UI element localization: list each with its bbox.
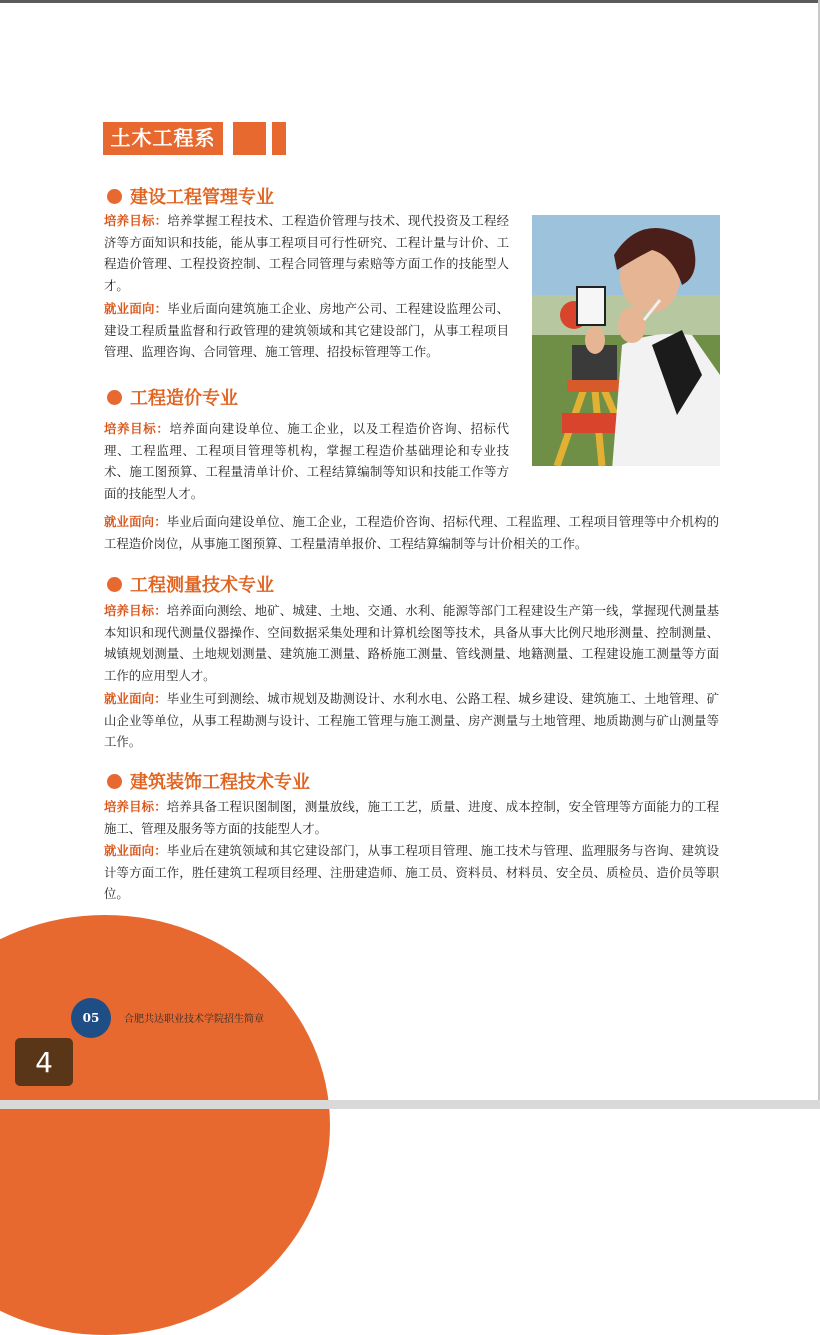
job-text: 毕业后面向建设单位、施工企业，工程造价咨询、招标代理、工程监理、工程项目管理等中介机构的工程造价岗位，从事施工图预算、工程量清单报价、工程结算编制等与计价相关的工作。 bbox=[104, 514, 720, 551]
major-title-decoration: 建筑装饰工程技术专业 bbox=[107, 767, 310, 795]
major-title-construction-management: 建设工程管理专业 bbox=[107, 182, 274, 210]
department-decor-block bbox=[233, 122, 266, 155]
goal-label: 培养目标： bbox=[104, 799, 167, 814]
job-text: 毕业后在建筑领域和其它建设部门，从事工程项目管理、施工技术与管理、监理服务与咨询、建筑设计等方面工作，胜任建筑工程项目经理、注册建造师、施工员、资料员、材料员、安全员、质检员、造价员等职位。 bbox=[104, 843, 720, 901]
bullet-dot-icon bbox=[107, 774, 122, 789]
goal-text: 培养面向建设单位、施工企业，以及工程造价咨询、招标代理、工程监理、工程项目管理等机构，掌握工程造价基础理论和专业技术、施工图预算、工程量清单计价、工程结算编制等知识和技能工作等方面的技能型人才。 bbox=[104, 421, 510, 501]
major-goal-paragraph bbox=[104, 600, 719, 686]
footer-school-name: 合肥共达职业技术学院招生简章 bbox=[124, 1014, 264, 1025]
department-decor-block-small bbox=[272, 122, 286, 155]
major-title-cost-engineering: 工程造价专业 bbox=[107, 383, 238, 411]
goal-label: 培养目标： bbox=[104, 603, 167, 618]
page-number-badge: 05 bbox=[71, 998, 111, 1038]
major-job-paragraph bbox=[104, 688, 719, 753]
footer-orange-arc bbox=[0, 915, 330, 1335]
job-label: 就业面向： bbox=[104, 301, 168, 316]
photo-illustration bbox=[532, 215, 720, 466]
major-job-paragraph bbox=[104, 511, 719, 554]
job-label: 就业面向： bbox=[104, 691, 167, 706]
major-goal-paragraph bbox=[104, 418, 509, 504]
top-border bbox=[0, 0, 820, 3]
bullet-dot-icon bbox=[107, 577, 122, 592]
major-job-paragraph bbox=[104, 840, 719, 905]
image-index-badge: 4 bbox=[15, 1038, 73, 1086]
goal-text: 培养具备工程识图制图，测量放线，施工工艺，质量、进度、成本控制，安全管理等方面能力的工程施工、管理及服务等方面的技能型人才。 bbox=[104, 799, 720, 836]
goal-label: 培养目标： bbox=[104, 421, 170, 436]
major-title-surveying: 工程测量技术专业 bbox=[107, 570, 274, 598]
major-job-paragraph bbox=[104, 298, 509, 363]
major-goal-paragraph bbox=[104, 796, 719, 839]
bullet-dot-icon bbox=[107, 189, 122, 204]
goal-text: 培养掌握工程技术、工程造价管理与技术、现代投资及工程经济等方面知识和技能，能从事工程项目可行性研究、工程计量与计价、工程造价管理、工程投资控制、工程合同管理与索赔等方面工作的技能型人才。 bbox=[104, 213, 510, 293]
goal-text: 培养面向测绘、地矿、城建、土地、交通、水利、能源等部门工程建设生产第一线，掌握现代测量基本知识和现代测量仪器操作、空间数据采集处理和计算机绘图等技术，具备从事大比例尺地形测量、控制测量、城镇规划测量、土地规划测量、建筑施工测量、路桥施工测量、管线测量、地籍测量、工程建设施工测量等方面工作的应用型人才。 bbox=[104, 603, 720, 683]
bottom-strip bbox=[0, 1100, 820, 1109]
student-surveying-photo bbox=[532, 215, 720, 466]
bullet-dot-icon bbox=[107, 390, 122, 405]
job-label: 就业面向： bbox=[104, 514, 167, 529]
job-label: 就业面向： bbox=[104, 843, 167, 858]
department-title: 土木工程系 bbox=[103, 122, 223, 155]
goal-label: 培养目标： bbox=[104, 213, 168, 228]
job-text: 毕业生可到测绘、城市规划及勘测设计、水利水电、公路工程、城乡建设、建筑施工、土地管理、矿山企业等单位，从事工程勘测与设计、工程施工管理与施工测量、房产测量与土地管理、地质勘测与矿山测量等工作。 bbox=[104, 691, 720, 749]
major-goal-paragraph bbox=[104, 210, 509, 296]
job-text: 毕业后面向建筑施工企业、房地产公司、工程建设监理公司、建设工程质量监督和行政管理的建筑领域和其它建设部门，从事工程项目管理、监理咨询、合同管理、施工管理、招投标管理等工作。 bbox=[104, 301, 510, 359]
